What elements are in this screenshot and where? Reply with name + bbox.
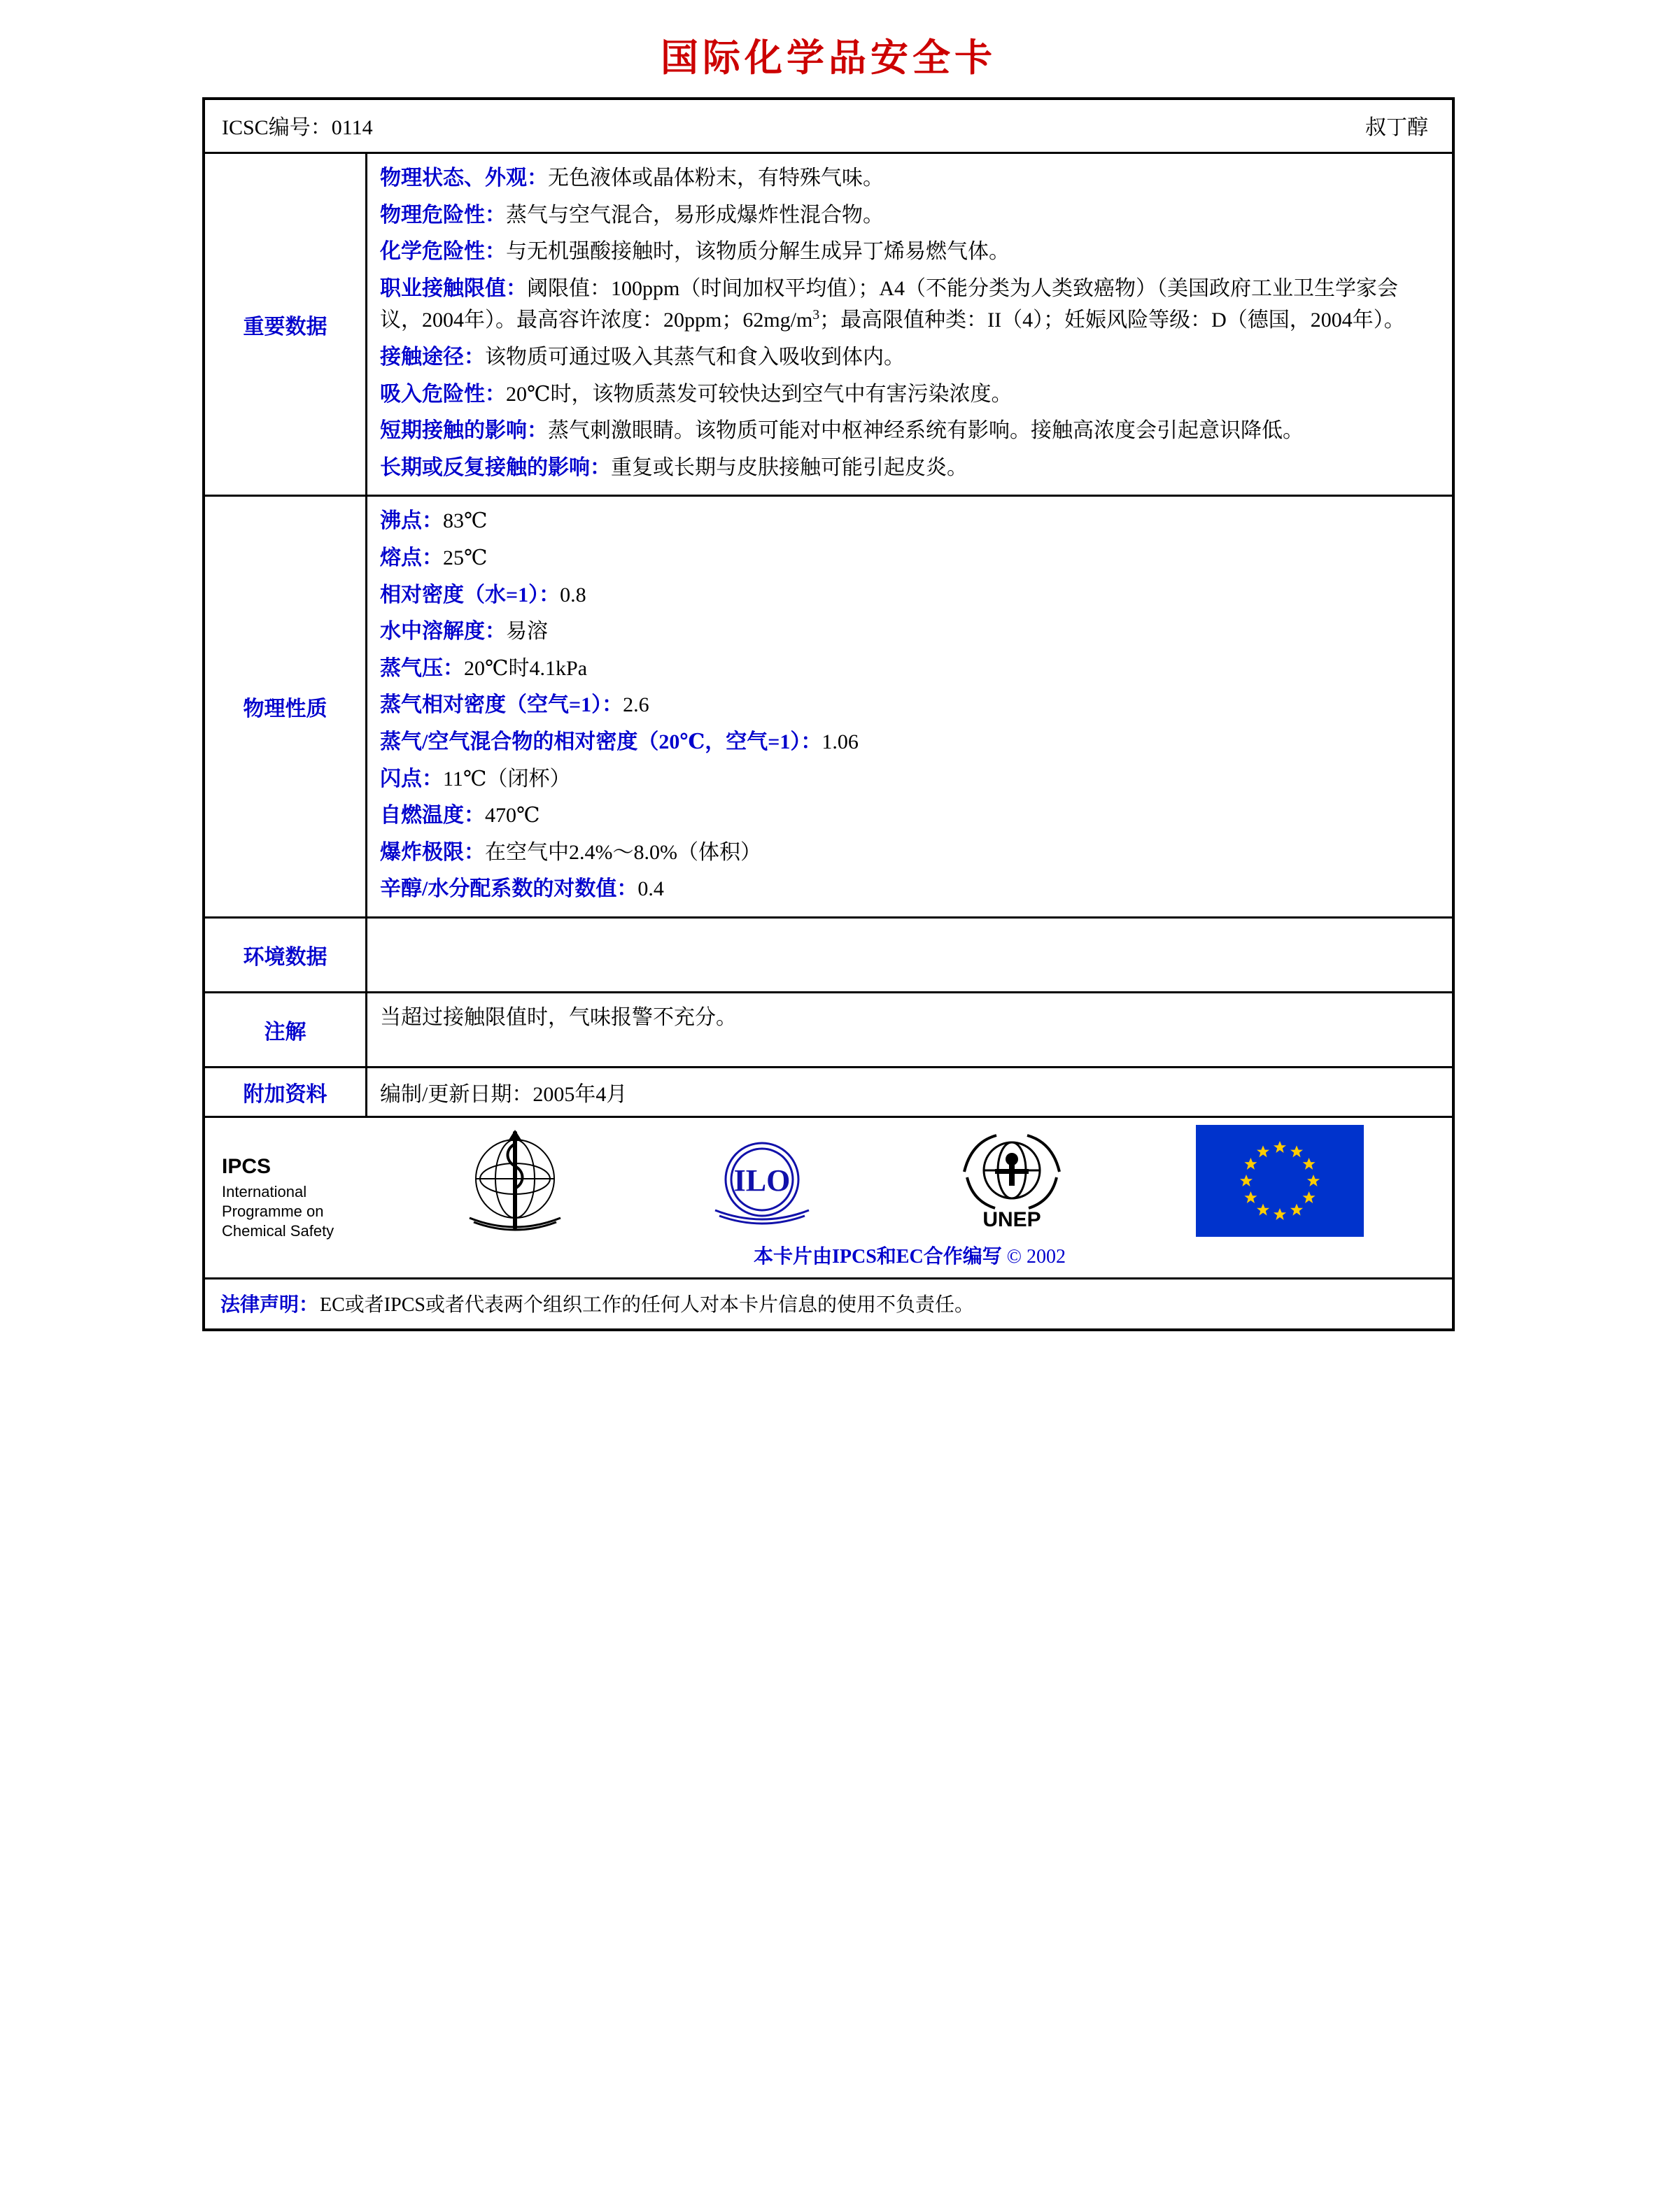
substance-name: 叔丁醇 [1365, 116, 1428, 139]
entry-value: 无色液体或晶体粉末，有特殊气味。 [548, 166, 884, 190]
entry-value: 1.06 [822, 730, 859, 753]
disclaimer-label: 法律声明： [220, 1293, 319, 1316]
section-body-physical-properties [367, 497, 1452, 916]
data-entry [380, 341, 1439, 374]
entry-value: 20℃时4.1kPa [464, 656, 588, 680]
data-entry [380, 689, 1439, 721]
logo-area [367, 1118, 1452, 1277]
section-body-environmental-data [367, 919, 1452, 991]
entry-value: 该物质可通过吸入其蒸气和食入吸收到体内。 [485, 345, 905, 369]
data-entry [380, 837, 1439, 869]
entry-value: 0.8 [560, 583, 586, 607]
section-label-important-data: 重要数据 [205, 154, 367, 495]
section-physical-properties [205, 497, 1452, 919]
entry-value: 470℃ [485, 804, 540, 828]
data-entry [380, 653, 1439, 685]
data-entry [380, 726, 1439, 758]
unep-logo-text: UNEP [982, 1207, 1041, 1231]
entry-key: 蒸气/空气混合物的相对密度（20℃，空气=1）： [380, 730, 822, 753]
data-entry [380, 763, 1439, 795]
entry-value: 阈限值：100ppm（时间加权平均值）；A4（不能分类为人类致癌物）（美国政府工业卫生学家会议，2004年）。最高容许浓度：20ppm；$62mg/m^3$；最高限值种类：II（4）；妊娠风险等级：D（德国，2004年）。 [380, 276, 1405, 332]
page-title: 国际化学品安全卡 [661, 37, 996, 79]
icsc-number-value: 0114 [331, 116, 373, 139]
disclaimer-text: EC或者IPCS或者代表两个组织工作的任何人对本卡片信息的使用不负责任。 [320, 1293, 974, 1316]
ipcs-line-1: International [222, 1182, 307, 1200]
who-logo [456, 1128, 574, 1233]
unep-logo [949, 1128, 1075, 1233]
entry-key: 沸点： [380, 509, 443, 533]
icsc-number-label: ICSC编号： [222, 116, 332, 139]
entry-value: 蒸气刺激眼睛。该物质可能对中枢神经系统有影响。接触高浓度会引起意识降低。 [548, 419, 1304, 443]
section-label-physical-properties: 物理性质 [205, 497, 367, 916]
card-header [205, 100, 1452, 154]
legal-disclaimer [205, 1279, 1452, 1328]
notes-text: 当超过接触限值时，气味报警不充分。 [380, 1005, 737, 1029]
entry-key: 爆炸极限： [380, 840, 485, 864]
entry-key: 长期或反复接触的影响： [380, 455, 611, 479]
data-entry [380, 273, 1439, 336]
entry-value: 2.6 [623, 693, 649, 717]
entry-key: 辛醇/水分配系数的对数值： [380, 877, 638, 901]
entry-value: 83℃ [443, 509, 488, 533]
section-additional-info [205, 1068, 1452, 1118]
entry-key: 蒸气相对密度（空气=1）： [380, 693, 623, 717]
eu-flag [1196, 1125, 1364, 1237]
entry-value: 与无机强酸接触时，该物质分解生成异丁烯易燃气体。 [506, 240, 1010, 264]
credit-copyright: © 2002 [1006, 1245, 1066, 1268]
section-label-notes: 注解 [205, 993, 367, 1066]
entry-value: 易溶 [506, 620, 548, 644]
section-notes [205, 993, 1452, 1068]
entry-value: 在空气中2.4%～8.0%（体积） [485, 840, 761, 864]
entry-value: 0.4 [637, 877, 664, 901]
credit-text: 本卡片由IPCS和EC合作编写 [754, 1245, 1002, 1268]
ipcs-abbrev: IPCS [222, 1154, 272, 1178]
icsc-number-block [222, 110, 373, 141]
data-entry [380, 579, 1439, 611]
data-entry [380, 236, 1439, 268]
additional-info-text: 编制/更新日期：2005年4月 [380, 1082, 628, 1106]
entry-value: 重复或长期与皮肤接触可能引起皮炎。 [611, 455, 968, 479]
entry-key: 接触途径： [380, 345, 485, 369]
section-important-data [205, 154, 1452, 497]
entry-key: 相对密度（水=1）： [380, 583, 560, 607]
entry-key: 物理危险性： [380, 203, 506, 227]
data-entry [380, 162, 1439, 194]
logo-row [367, 1118, 1452, 1238]
entry-key: 化学危险性： [380, 240, 506, 264]
section-label-additional-info: 附加资料 [205, 1068, 367, 1116]
data-entry [380, 616, 1439, 648]
entry-key: 职业接触限值： [380, 276, 527, 300]
data-entry [380, 378, 1439, 411]
icsc-card [202, 97, 1455, 1331]
section-body-additional-info [367, 1068, 1452, 1116]
section-body-important-data [367, 154, 1452, 495]
ilo-logo [696, 1132, 828, 1230]
data-entry [380, 415, 1439, 447]
entry-key: 水中溶解度： [380, 620, 506, 644]
data-entry [380, 542, 1439, 574]
ilo-logo-text: ILO [733, 1163, 791, 1198]
section-body-notes [367, 993, 1452, 1066]
data-entry [380, 873, 1439, 905]
section-environmental-data [205, 919, 1452, 993]
ipcs-block [205, 1143, 367, 1252]
icsc-card-page [0, 28, 1657, 1331]
section-label-environmental-data: 环境数据 [205, 919, 367, 991]
entry-key: 熔点： [380, 546, 443, 569]
entry-value: 11℃（闭杯） [443, 767, 571, 790]
credit-line [367, 1238, 1452, 1277]
entry-key: 蒸气压： [380, 656, 464, 680]
entry-key: 闪点： [380, 767, 443, 790]
data-entry [380, 452, 1439, 484]
ipcs-line-3: Chemical Safety [222, 1221, 334, 1240]
data-entry [380, 505, 1439, 537]
ipcs-full-name [222, 1182, 367, 1241]
entry-value: 蒸气与空气混合，易形成爆炸性混合物。 [506, 203, 884, 227]
ipcs-line-2: Programme on [222, 1202, 324, 1220]
entry-key: 短期接触的影响： [380, 419, 548, 443]
entry-value: 25℃ [443, 546, 488, 569]
entry-key: 吸入危险性： [380, 382, 506, 406]
entry-key: 物理状态、外观： [380, 166, 548, 190]
footer-logos-row [205, 1118, 1452, 1279]
entry-key: 自燃温度： [380, 804, 485, 828]
data-entry [380, 800, 1439, 832]
data-entry [380, 199, 1439, 232]
entry-value: 20℃时，该物质蒸发可较快达到空气中有害污染浓度。 [506, 382, 1013, 406]
